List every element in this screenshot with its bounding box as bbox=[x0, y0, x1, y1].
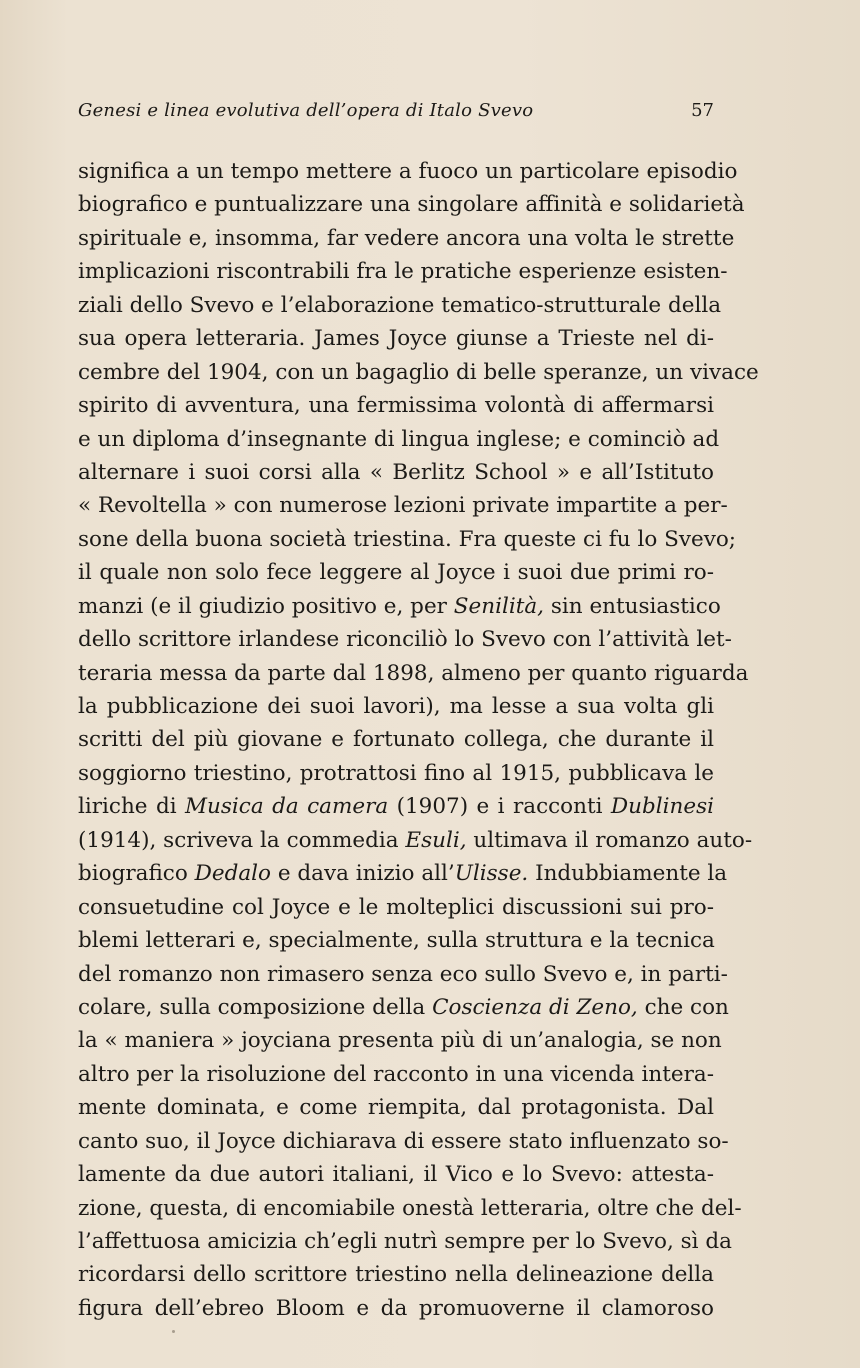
text-line: zione, questa, di encomiabile onestà letteraria, oltre che del- bbox=[78, 1195, 742, 1221]
text-line: ziali dello Svevo e l’elaborazione tematico-strutturale della bbox=[78, 292, 722, 318]
text-line: la « maniera » joyciana presenta più di un’analogia, se non bbox=[78, 1028, 722, 1054]
italic-title: Dedalo bbox=[194, 861, 271, 887]
text-segment: manzi (e il giudizio positivo e, per bbox=[78, 593, 454, 619]
text-line: mente dominata, e come riempita, dal protagonista. Dal bbox=[78, 1095, 714, 1121]
text-line: il quale non solo fece leggere al Joyce i suoi due primi ro- bbox=[78, 560, 714, 586]
italic-title: Senilità, bbox=[453, 593, 545, 619]
text-line: « Revoltella » con numerose lezioni private impartite a per- bbox=[78, 493, 728, 519]
text-line: altro per la risoluzione del racconto in una vicenda intera- bbox=[78, 1061, 714, 1087]
text-segment: sin entusiastico bbox=[544, 593, 721, 619]
text-segment: biografico bbox=[78, 861, 195, 887]
italic-title: Musica da camera bbox=[185, 794, 389, 820]
text-line: soggiorno triestino, protrattosi fino al 1915, pubblicava le bbox=[78, 760, 714, 786]
italic-title: Esuli, bbox=[405, 827, 467, 853]
text-line: blemi letterari e, specialmente, sulla struttura e la tecnica bbox=[78, 928, 715, 954]
text-line: consuetudine col Joyce e le molteplici discussioni sui pro- bbox=[78, 894, 714, 920]
text-segment: liriche di bbox=[78, 794, 186, 820]
paper-speck bbox=[172, 1330, 175, 1333]
text-line: figura dell’ebreo Bloom e da promuoverne il clamoroso bbox=[78, 1295, 714, 1321]
text-line: scritti del più giovane e fortunato collega, che durante il bbox=[78, 727, 714, 753]
text-line: l’affettuosa amicizia ch’egli nutrì sempre per lo Svevo, sì da bbox=[78, 1229, 732, 1254]
page-number: 57 bbox=[691, 100, 714, 121]
text-line: la pubblicazione dei suoi lavori), ma lesse a sua volta gli bbox=[78, 694, 714, 719]
text-line: sua opera letteraria. James Joyce giunse a Trieste nel di- bbox=[78, 326, 714, 352]
text-line: teraria messa da parte dal 1898, almeno per quanto riguarda bbox=[78, 660, 749, 686]
text-segment: (1907) e i racconti bbox=[388, 794, 611, 820]
text-line bbox=[78, 590, 721, 623]
italic-title: Coscienza di Zeno, bbox=[432, 994, 638, 1020]
text-line: cembre del 1904, con un bagaglio di belle speranze, un vivace bbox=[78, 359, 759, 385]
text-line: significa a un tempo mettere a fuoco un particolare episodio bbox=[78, 159, 738, 184]
text-line bbox=[78, 991, 729, 1024]
text-line: del romanzo non rimasero senza eco sullo Svevo e, in parti- bbox=[78, 961, 728, 987]
text-line: alternare i suoi corsi alla « Berlitz School » e all’Istituto bbox=[78, 459, 714, 485]
text-segment: Indubbiamente la bbox=[528, 861, 728, 887]
text-segment: e dava inizio all’ bbox=[270, 861, 455, 887]
text-line: dello scrittore irlandese riconciliò lo Svevo con l’attività let- bbox=[78, 627, 732, 653]
text-segment: che con bbox=[637, 994, 729, 1020]
page-header bbox=[78, 96, 714, 126]
text-line bbox=[78, 790, 714, 823]
body-text bbox=[78, 155, 759, 1325]
text-line: spirituale e, insomma, far vedere ancora una volta le strette bbox=[78, 225, 735, 251]
italic-title: Ulisse. bbox=[454, 861, 529, 887]
text-line bbox=[78, 857, 728, 890]
text-segment: (1914), scriveva la commedia bbox=[78, 827, 406, 853]
text-line: biografico e puntualizzare una singolare affinità e solidarietà bbox=[78, 192, 745, 218]
text-line: spirito di avventura, una fermissima volontà di affermarsi bbox=[78, 393, 714, 419]
text-line: ricordarsi dello scrittore triestino nella delineazione della bbox=[78, 1262, 714, 1288]
text-line: lamente da due autori italiani, il Vico e lo Svevo: attesta- bbox=[78, 1162, 714, 1188]
text-line bbox=[78, 824, 753, 857]
text-segment: colare, sulla composizione della bbox=[78, 994, 433, 1020]
running-title: Genesi e linea evolutiva dell’opera di Italo Svevo bbox=[78, 100, 534, 121]
text-line: implicazioni riscontrabili fra le pratiche esperienze esisten- bbox=[78, 259, 728, 285]
text-line: canto suo, il Joyce dichiarava di essere stato influenzato so- bbox=[78, 1128, 729, 1154]
italic-title: Dublinesi bbox=[610, 794, 714, 820]
text-line: e un diploma d’insegnante di lingua inglese; e cominciò ad bbox=[78, 426, 720, 452]
text-line: sone della buona società triestina. Fra queste ci fu lo Svevo; bbox=[78, 526, 737, 552]
text-segment: ultimava il romanzo auto- bbox=[466, 827, 753, 853]
